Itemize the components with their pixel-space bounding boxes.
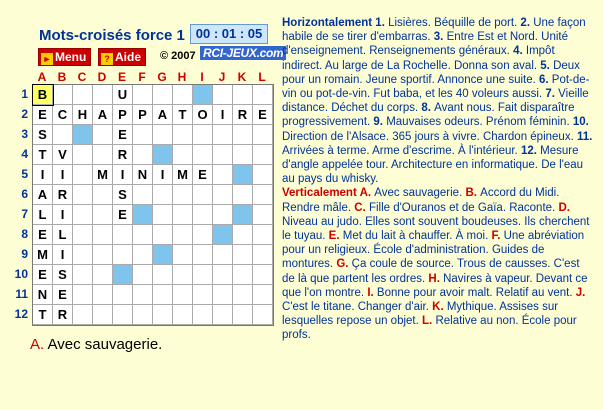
column-label-f: F [138,70,146,84]
vertical-clue-text[interactable]: Relative au non. École pour profs. [282,315,577,342]
grid-cell[interactable] [93,285,113,305]
site-logo[interactable]: RCI-JEUX.com [200,46,286,60]
grid-cell[interactable] [173,225,193,245]
column-label-b: B [57,70,67,84]
grid-cell[interactable]: E [33,225,53,245]
row-label-7: 7 [21,207,28,221]
grid-cell[interactable] [93,85,113,105]
grid-cell[interactable] [173,125,193,145]
grid-cell[interactable] [93,225,113,245]
vertical-clue-text[interactable]: Mythique. Assises sur lesquelles repose un objet. [282,301,559,328]
horizontal-clue-text[interactable]: Une façon habile de se tirer d'embarras. [282,17,586,44]
horizontal-clue-text[interactable]: Mesure d'angle appelée tour. Architecture en informatique. De l'eau au pays du whisky. [282,144,584,186]
grid-cell[interactable]: I [53,205,73,225]
grid-cell[interactable]: T [33,305,53,325]
grid-cell[interactable] [73,245,93,265]
grid-cell[interactable]: E [113,125,133,145]
horizontal-clue-text[interactable]: Pot-de-vin ou pot-de-vin. Fut baba, et les 40 voleurs aussi. [282,73,590,101]
vertical-clue-number: H. [428,272,444,285]
grid-cell[interactable] [213,145,233,165]
grid-cell[interactable] [233,285,253,305]
grid-cell[interactable] [253,225,273,245]
help-button-label: Aide [115,50,142,64]
grid-cell[interactable]: I [153,165,173,185]
black-cell [153,245,173,265]
row-label-6: 6 [21,187,28,201]
current-clue-text: Avec sauvagerie. [47,336,163,353]
row-label-11: 11 [15,287,28,301]
grid-cell[interactable] [173,185,193,205]
black-cell [153,145,173,165]
grid-cell[interactable]: U [113,85,133,105]
grid-cell[interactable] [73,85,93,105]
vertical-clue-text[interactable]: Niveau au judo. Elles sont souvent boudeuses. Ils cherchent le tuyau. [282,215,590,243]
grid-cell[interactable] [113,285,133,305]
grid-cell[interactable]: E [113,205,133,225]
row-label-10: 10 [14,267,28,281]
row-label-12: 12 [14,307,28,321]
column-label-e: E [117,70,126,84]
horizontal-clue-number: 11. [576,130,593,143]
grid-cell[interactable] [253,305,273,325]
column-label-g: G [157,70,167,84]
grid-cell[interactable]: E [33,105,53,125]
grid-cell[interactable]: E [253,105,273,125]
horizontal-title: Horizontalement [282,17,376,29]
horizontal-clue-number: 1. [375,17,389,29]
vertical-title: Verticalement [282,187,360,200]
grid-cell[interactable] [73,185,93,205]
vertical-clue-text[interactable]: Bonne pour avoir malt. Relatif au vent. [376,286,576,299]
horizontal-clue-number: 5. [540,59,554,72]
grid-cell[interactable] [93,305,113,325]
grid-cell[interactable] [153,205,173,225]
vertical-clue-text[interactable]: Navires à vapeur. Devant ce que l'on montre. [282,272,588,299]
horizontal-clue-text[interactable]: Deux pour un romain. Jeune sportif. Annonce une suite. [282,59,580,86]
grid-cell[interactable] [253,245,273,265]
horizontal-clue-text[interactable]: Avant nous. Fait disparaître progressivement. [282,102,575,129]
grid-cell[interactable]: V [53,145,73,165]
grid-cell[interactable] [153,285,173,305]
grid-cell[interactable] [153,125,173,145]
grid-cell[interactable]: A [153,105,173,125]
grid-cell[interactable]: A [93,105,113,125]
grid-cell[interactable] [253,265,273,285]
grid-cell[interactable] [213,125,233,145]
black-cell [113,265,133,285]
help-button[interactable] [98,48,146,66]
vertical-clue-text[interactable]: Met du lait à chauffer. À moi. [342,230,492,243]
grid-cell[interactable] [193,205,213,225]
grid-cell[interactable] [93,265,113,285]
grid-cell[interactable] [133,225,153,245]
grid-cell[interactable] [133,245,153,265]
crossword-grid[interactable] [32,84,274,326]
vertical-clue-number: C. [354,201,369,214]
grid-cell[interactable]: L [33,205,53,225]
grid-cell[interactable] [153,305,173,325]
grid-cell[interactable] [133,185,153,205]
vertical-clue-text[interactable]: Fille d'Ouranos et de Gaïa. Raconte. [368,201,559,214]
grid-cell[interactable] [93,205,113,225]
vertical-clue-number: A. [359,187,375,200]
grid-cell[interactable]: I [33,165,53,185]
horizontal-clue-text[interactable]: Impôt indirect. Au large de La Rochelle. Donna son aval. [282,45,555,72]
grid-cell[interactable]: R [233,105,253,125]
grid-cell[interactable] [233,85,253,105]
grid-cell[interactable] [173,85,193,105]
grid-cell[interactable] [173,285,193,305]
grid-cell[interactable] [73,145,93,165]
grid-cell[interactable] [213,185,233,205]
grid-cell[interactable]: P [113,105,133,125]
grid-cell[interactable] [253,205,273,225]
row-label-4: 4 [21,147,28,161]
grid-cell[interactable] [233,145,253,165]
grid-cell[interactable]: M [173,165,193,185]
grid-cell[interactable]: S [53,265,73,285]
grid-cell[interactable] [213,265,233,285]
grid-cell[interactable] [113,225,133,245]
timer-display: 00 : 01 : 05 [190,24,268,44]
grid-cell[interactable] [213,165,233,185]
menu-button-label: Menu [55,50,87,64]
column-label-d: D [97,70,107,84]
grid-cell[interactable]: T [33,145,53,165]
column-label-c: C [77,70,87,84]
grid-cell[interactable]: P [133,105,153,125]
vertical-clue-text[interactable]: Avec sauvagerie. [374,187,466,200]
copyright-text: © 2007 [160,50,196,62]
menu-button[interactable] [38,48,91,66]
grid-cell[interactable] [153,185,173,205]
grid-cell[interactable]: R [113,145,133,165]
grid-cell[interactable]: S [33,125,53,145]
grid-cell[interactable] [133,85,153,105]
clues-panel [282,16,594,343]
grid-cell[interactable]: L [53,225,73,245]
grid-cell[interactable] [233,185,253,205]
grid-cell[interactable] [213,305,233,325]
grid-cell[interactable] [173,145,193,165]
vertical-clue-number: I. [367,286,377,299]
grid-cell[interactable] [133,305,153,325]
grid-cell[interactable] [93,245,113,265]
grid-cell[interactable] [53,125,73,145]
row-label-5: 5 [21,167,28,181]
grid-cell[interactable] [133,285,153,305]
grid-cell[interactable]: E [33,265,53,285]
grid-cell[interactable] [133,145,153,165]
vertical-clue-text[interactable]: Une abréviation pour un religieux. École d'administration. Guides de montures. [282,230,585,271]
black-cell [193,85,213,105]
grid-cell[interactable] [93,125,113,145]
grid-cell[interactable] [213,285,233,305]
horizontal-clue-text[interactable]: Entre Est et Nord. Unité d'enseignement. Renseignements généraux. [282,31,569,58]
grid-cell[interactable]: H [73,105,93,125]
horizontal-clue-number: 2. [520,17,534,29]
vertical-clue-number: G. [336,258,352,271]
grid-cell[interactable] [233,305,253,325]
page-title: Mots-croisés force 1 [39,27,185,44]
vertical-clue-number: L. [422,315,436,328]
grid-cell[interactable] [233,225,253,245]
grid-cell[interactable] [93,185,113,205]
horizontal-clue-text[interactable]: Vieille distance. Déchet du corps. [282,88,589,115]
horizontal-clue-text[interactable]: Lisières. Béquille de port. [388,17,521,29]
grid-cell[interactable] [253,145,273,165]
grid-cell[interactable] [153,265,173,285]
grid-cell[interactable] [73,165,93,185]
grid-cell[interactable] [233,245,253,265]
vertical-clue-number: J. [575,286,586,299]
horizontal-clue-number: 8. [421,102,435,115]
horizontal-clue-number: 3. [433,31,447,44]
grid-cell[interactable] [133,125,153,145]
grid-cell[interactable]: S [113,185,133,205]
vertical-clue-number: B. [465,187,481,200]
horizontal-clue-number: 7. [545,88,559,101]
column-label-j: J [218,70,226,84]
grid-cell[interactable] [193,285,213,305]
grid-cell[interactable] [173,245,193,265]
grid-cell[interactable] [53,85,73,105]
grid-cell[interactable] [193,125,213,145]
grid-cell[interactable] [193,305,213,325]
current-clue-key: A. [30,336,45,353]
grid-cell[interactable] [253,85,273,105]
black-cell [233,205,253,225]
vertical-clue-number: E. [328,230,343,243]
grid-cell[interactable] [133,265,153,285]
horizontal-clue-number: 12. [520,144,541,157]
grid-cell[interactable] [213,85,233,105]
grid-cell[interactable] [173,205,193,225]
grid-cell[interactable]: I [53,165,73,185]
grid-cell[interactable] [233,265,253,285]
grid-cell[interactable] [253,125,273,145]
grid-cell[interactable] [173,265,193,285]
grid-cell[interactable] [193,265,213,285]
grid-cell[interactable]: E [193,165,213,185]
vertical-clue-text[interactable]: C'est le titane. Changer d'air. [282,301,433,314]
grid-cell[interactable] [233,125,253,145]
grid-cell[interactable] [113,245,133,265]
grid-cell[interactable] [73,225,93,245]
black-cell [233,165,253,185]
row-label-2: 2 [21,107,28,121]
grid-cell[interactable] [213,245,233,265]
column-label-k: K [237,70,247,84]
grid-cell[interactable] [73,305,93,325]
grid-cell[interactable]: N [33,285,53,305]
horizontal-clue-text[interactable]: Arrivées à terme. Arme d'escrime. À l'intérieur. [282,144,521,157]
horizontal-clue-text[interactable]: Mauvaises odeurs. Prénom féminin. [386,116,573,129]
grid-cell[interactable] [253,185,273,205]
question-icon: ? [101,53,113,65]
horizontal-clue-number: 6. [539,73,552,86]
grid-cell[interactable]: I [113,165,133,185]
black-cell [73,125,93,145]
grid-cell[interactable] [253,165,273,185]
vertical-clue-text[interactable]: Accord du Midi. Rendre mâle. [282,187,560,214]
vertical-clue-number: K. [432,301,447,314]
grid-cell[interactable]: M [93,165,113,185]
grid-cell[interactable]: R [53,185,73,205]
grid-cell[interactable] [113,305,133,325]
grid-cell[interactable] [173,305,193,325]
grid-cell[interactable]: R [53,305,73,325]
grid-cell[interactable] [193,145,213,165]
grid-cell[interactable]: N [133,165,153,185]
grid-cell[interactable] [193,245,213,265]
row-label-9: 9 [21,247,28,261]
column-label-l: L [258,70,266,84]
grid-cell[interactable]: M [33,245,53,265]
grid-cell[interactable] [213,205,233,225]
grid-cell[interactable] [153,225,173,245]
column-label-a: A [37,70,47,84]
column-label-i: I [200,70,204,84]
vertical-clue-number: D. [558,201,570,214]
arrow-right-icon: ► [42,54,52,64]
black-cell [133,205,153,225]
grid-cell[interactable]: C [53,105,73,125]
vertical-clue-number: F. [491,230,504,243]
grid-cell[interactable]: T [173,105,193,125]
grid-cell[interactable]: O [193,105,213,125]
horizontal-clue-number: 9. [373,116,387,129]
current-clue [30,336,162,353]
grid-cell[interactable] [93,145,113,165]
grid-cell[interactable] [253,285,273,305]
grid-cell[interactable] [153,85,173,105]
grid-cell[interactable] [73,265,93,285]
row-label-8: 8 [21,227,28,241]
grid-cell[interactable] [73,205,93,225]
row-label-1: 1 [21,87,28,101]
grid-cell[interactable] [193,185,213,205]
grid-cell[interactable] [193,225,213,245]
grid-cell[interactable] [73,285,93,305]
horizontal-clue-text[interactable]: Direction de l'Alsace. 365 jours à vivre. Chardon épineux. [282,130,577,143]
grid-cell[interactable]: B [33,85,53,105]
grid-cell[interactable]: I [53,245,73,265]
vertical-clue-text[interactable]: Ça coule de source. Trous de causses. C'est de là que partent les ordres. [282,258,580,285]
horizontal-clue-number: 10. [572,116,589,129]
row-label-3: 3 [21,127,28,141]
column-label-h: H [177,70,187,84]
grid-cell[interactable]: E [53,285,73,305]
grid-cell[interactable]: I [213,105,233,125]
black-cell [213,225,233,245]
horizontal-clue-number: 4. [513,45,526,58]
grid-cell[interactable]: A [33,185,53,205]
